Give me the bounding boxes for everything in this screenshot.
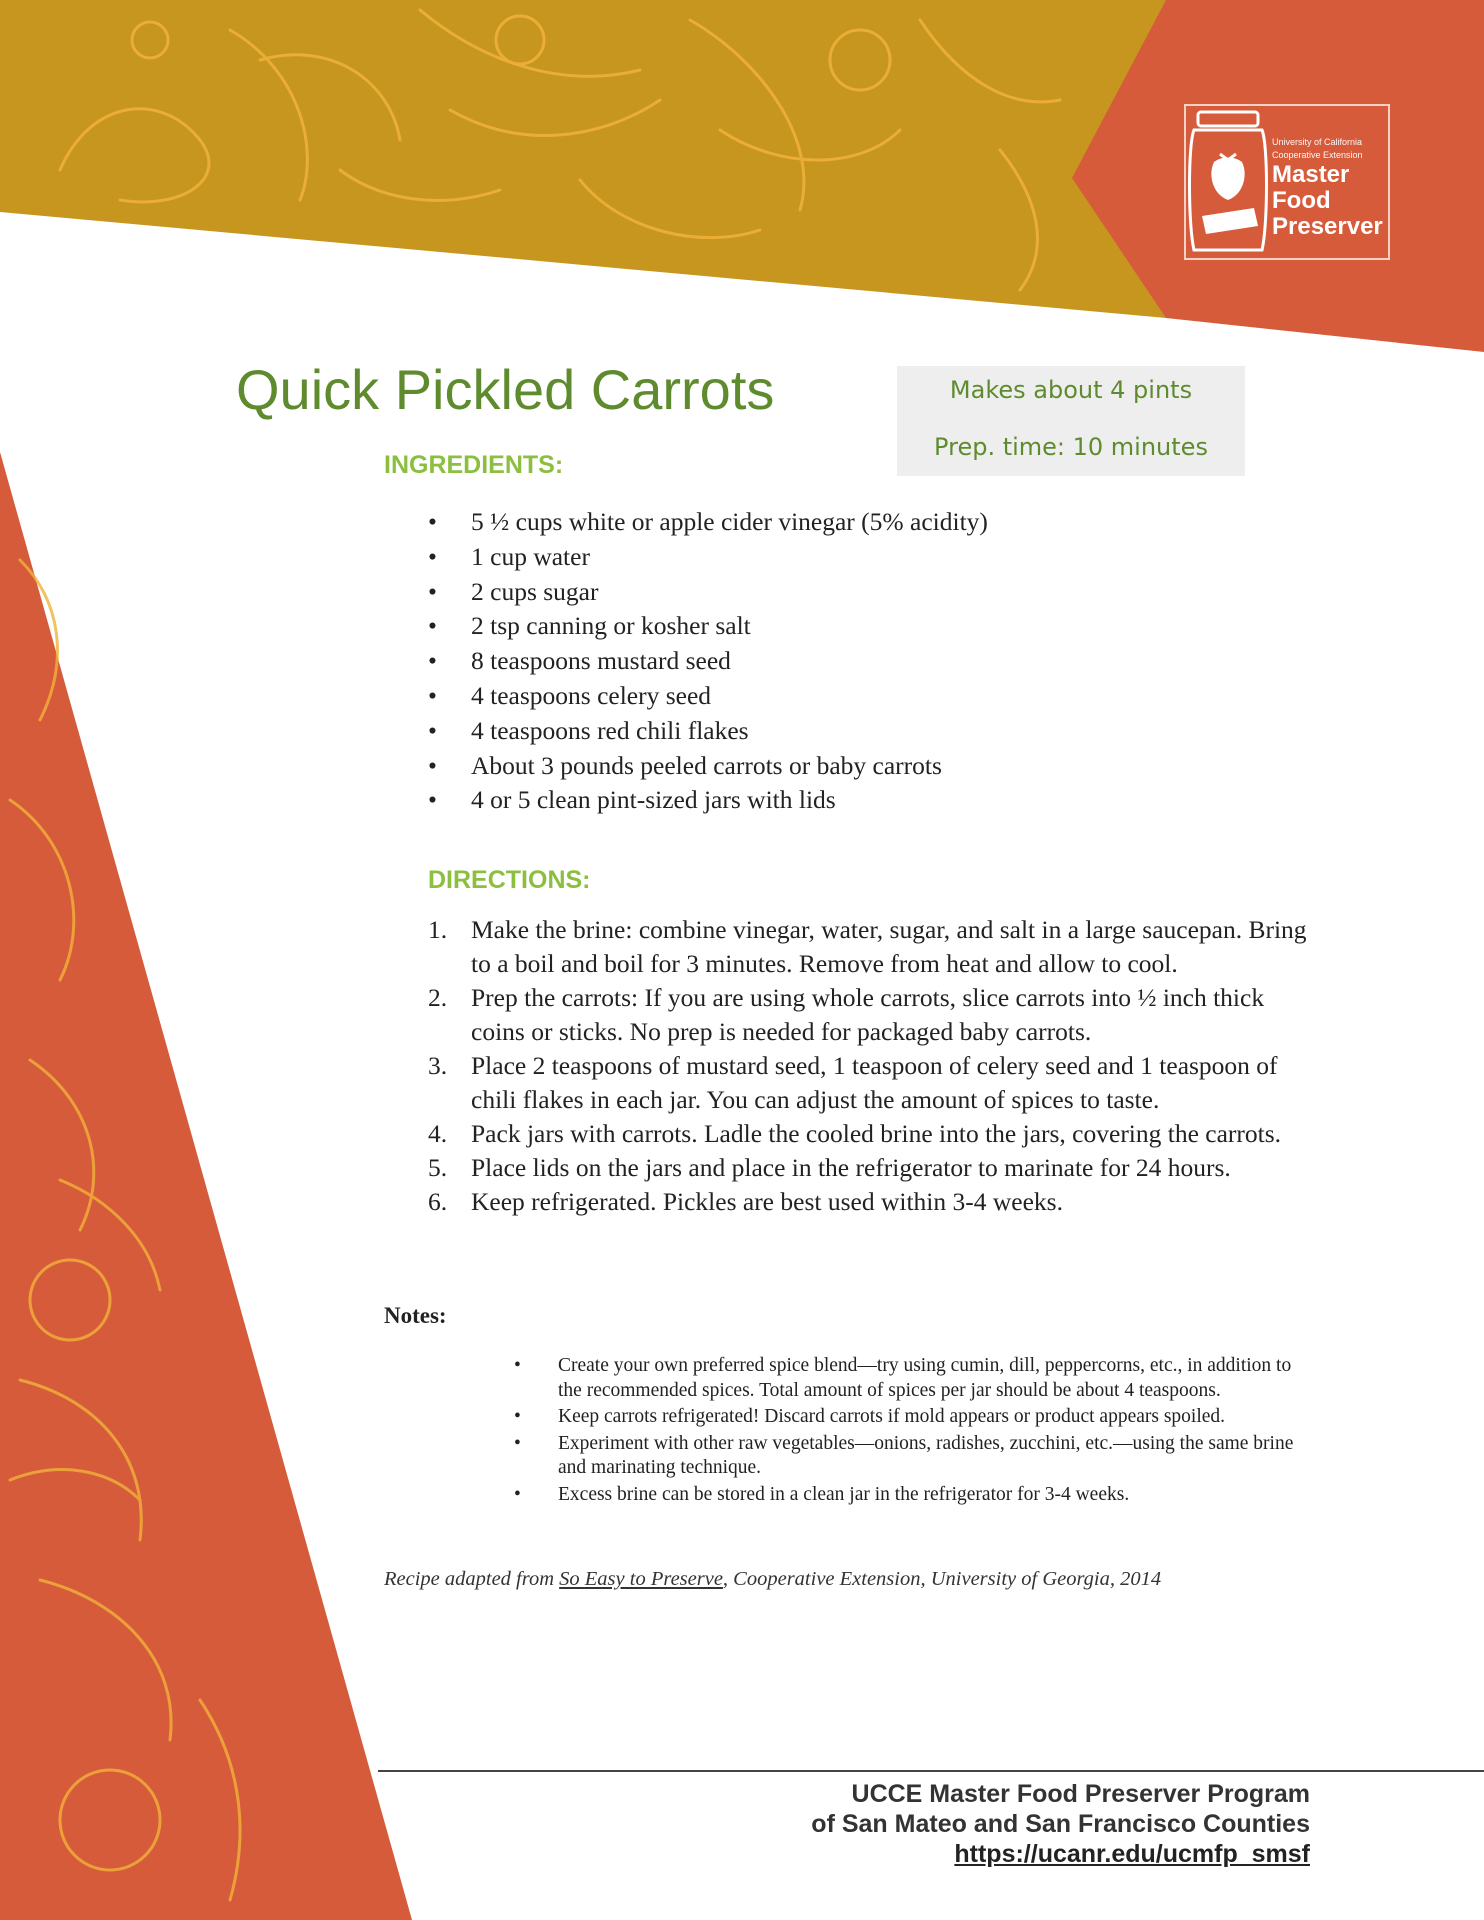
step-text: Prep the carrots: If you are using whole carrots, slice carrots into ½ inch thick coins or sticks. No prep is needed for packaged baby carrots.	[471, 983, 1265, 1046]
ingredient-item: • 5 ½ cups white or apple cider vinegar (5% acidity)	[428, 505, 988, 540]
ingredient-item: • 4 teaspoons red chili flakes	[428, 714, 988, 749]
yield-text: Makes about 4 pints	[949, 376, 1193, 404]
directions-heading: DIRECTIONS:	[428, 866, 591, 894]
ingredient-item: • 4 or 5 clean pint-sized jars with lids	[428, 783, 988, 818]
logo-extension-line: Cooperative Extension	[1272, 150, 1363, 160]
recipe-credit	[384, 1568, 1161, 1591]
step-text: Place 2 teaspoons of mustard seed, 1 teaspoon of celery seed and 1 teaspoon of chili flakes in each jar. You can adjust the amount of spices to taste.	[471, 1051, 1278, 1114]
note-item: • Experiment with other raw vegetables—onions, radishes, zucchini, etc.—using the same brine and marinating technique.	[514, 1432, 1314, 1481]
footer-program-line: UCCE Master Food Preserver Program	[851, 1780, 1310, 1808]
credit-source-title: So Easy to Preserve	[559, 1568, 723, 1590]
step-number: 1.	[428, 915, 448, 944]
ingredient-item: • 2 tsp canning or kosher salt	[428, 609, 988, 644]
ingredients-heading: INGREDIENTS:	[384, 451, 564, 479]
credit-suffix: , Cooperative Extension, University of Georgia, 2014	[722, 1568, 1162, 1590]
recipe-info-box	[897, 366, 1245, 476]
logo-master-word: Master	[1272, 161, 1350, 188]
step-number: 5.	[428, 1153, 448, 1182]
step-number: 4.	[428, 1119, 448, 1148]
direction-step	[428, 1117, 1308, 1151]
left-orange-wedge	[0, 452, 412, 1920]
ingredient-item: • About 3 pounds peeled carrots or baby carrots	[428, 749, 988, 784]
step-number: 2.	[428, 983, 448, 1012]
note-item: • Excess brine can be stored in a clean jar in the refrigerator for 3-4 weeks.	[514, 1483, 1314, 1508]
footer-block	[811, 1779, 1310, 1869]
step-text: Pack jars with carrots. Ladle the cooled brine into the jars, covering the carrots.	[471, 1119, 1282, 1148]
step-number: 6.	[428, 1187, 448, 1216]
ingredient-item: • 8 teaspoons mustard seed	[428, 644, 988, 679]
direction-step	[428, 981, 1308, 1049]
directions-list	[428, 913, 1308, 1219]
step-text: Make the brine: combine vinegar, water, sugar, and salt in a large saucepan. Bring to a boil and boil for 3 minutes. Remove from heat and allow to cool.	[471, 915, 1307, 978]
credit-prefix: Recipe adapted from	[384, 1568, 560, 1590]
direction-step	[428, 1151, 1308, 1185]
master-food-preserver-logo	[1184, 104, 1390, 260]
footer-counties-line: of San Mateo and San Francisco Counties	[811, 1810, 1310, 1838]
logo-university-line: University of California	[1272, 137, 1363, 147]
ingredients-list	[428, 505, 988, 818]
direction-step	[428, 1049, 1308, 1117]
ingredient-item: • 2 cups sugar	[428, 575, 988, 610]
direction-step	[428, 1185, 1308, 1219]
logo-food-word: Food	[1272, 187, 1331, 214]
footer-url-link[interactable]: https://ucanr.edu/ucmfp_smsf	[954, 1840, 1310, 1868]
note-item: • Keep carrots refrigerated! Discard carrots if mold appears or product appears spoiled.	[514, 1405, 1314, 1430]
direction-step	[428, 913, 1308, 981]
note-item: • Create your own preferred spice blend—try using cumin, dill, peppercorns, etc., in addition to the recommended spices. Total amount of spices per jar should be about 4 teaspoons.	[514, 1354, 1314, 1403]
step-text: Place lids on the jars and place in the refrigerator to marinate for 24 hours.	[471, 1153, 1231, 1182]
footer-divider	[378, 1770, 1484, 1772]
header-gold-band	[0, 0, 1166, 318]
logo-preserver-word: Preserver	[1272, 213, 1383, 240]
ingredient-item: • 1 cup water	[428, 540, 988, 575]
ingredient-item: • 4 teaspoons celery seed	[428, 679, 988, 714]
notes-list	[514, 1354, 1314, 1509]
step-text: Keep refrigerated. Pickles are best used within 3-4 weeks.	[471, 1187, 1063, 1216]
step-number: 3.	[428, 1051, 448, 1080]
prep-time-text: Prep. time: 10 minutes	[934, 433, 1208, 461]
logo-text	[1272, 136, 1383, 240]
notes-heading: Notes:	[384, 1303, 447, 1328]
recipe-title: Quick Pickled Carrots	[236, 358, 775, 421]
